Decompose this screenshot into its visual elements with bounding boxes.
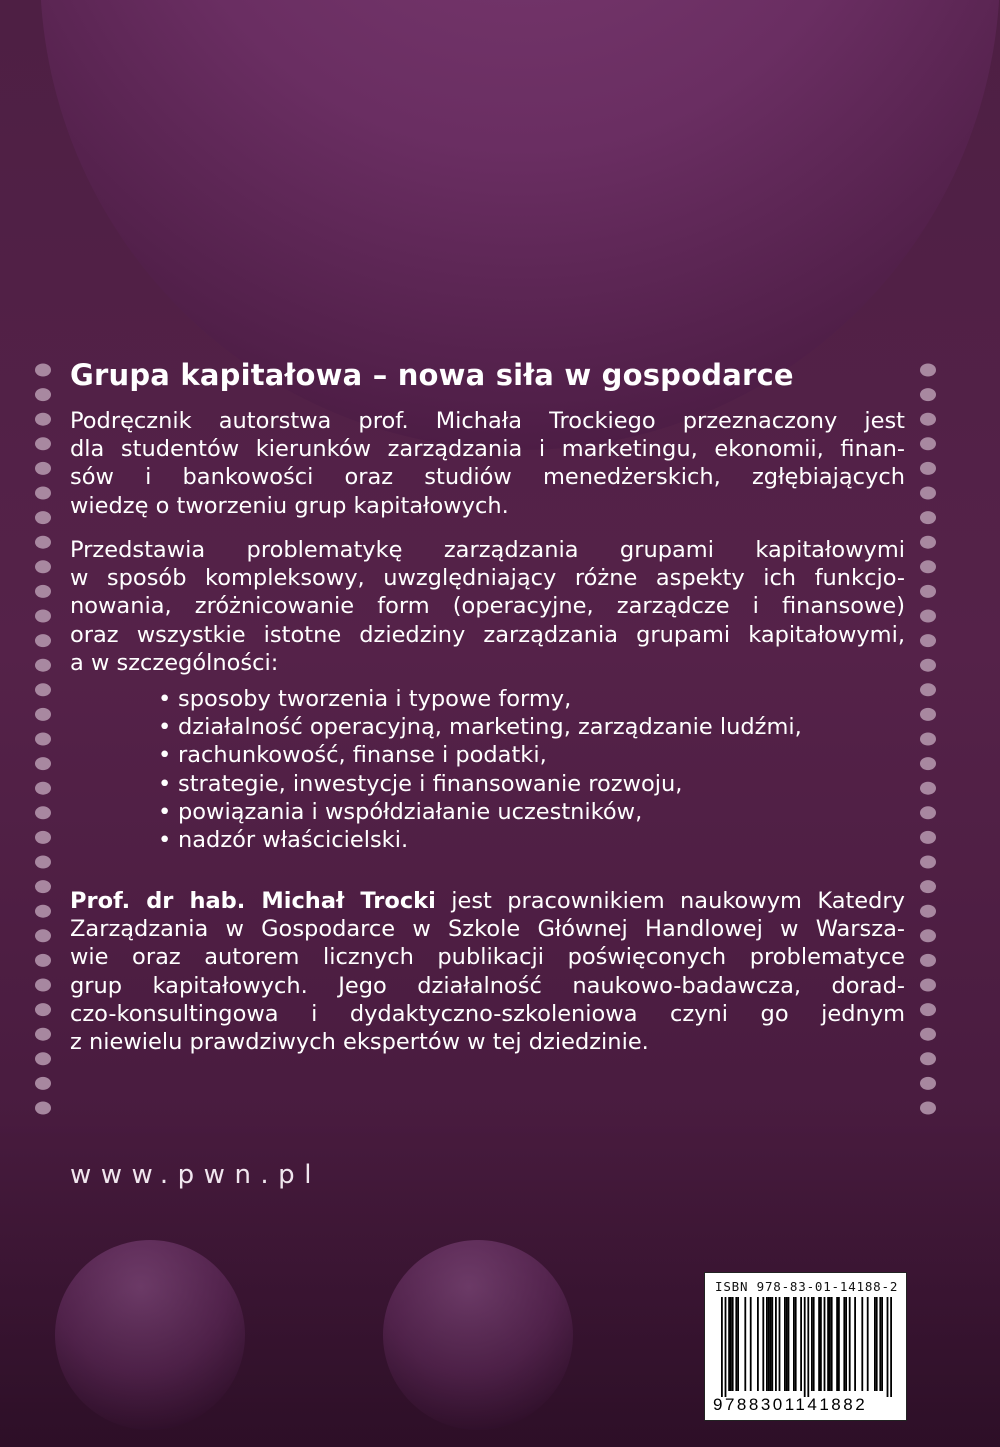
- perforation-dot: [920, 905, 936, 918]
- perforation-dot: [35, 708, 51, 721]
- list-item: • działalność operacyjną, marketing, zarządzanie ludźmi,: [158, 714, 802, 741]
- perforation-dot: [35, 536, 51, 549]
- perforation-dot: [35, 1003, 51, 1016]
- perforation-dot: [35, 413, 51, 426]
- barcode-bar: [813, 1297, 815, 1391]
- barcode-bar: [845, 1297, 847, 1391]
- barcode-bar: [757, 1297, 759, 1391]
- publisher-website[interactable]: www.pwn.pl: [70, 1160, 321, 1190]
- barcode-bar: [831, 1297, 833, 1391]
- perforation-dot: [920, 437, 936, 450]
- text-line: Prof. dr hab. Michał Trocki jest pracownikiem naukowym Katedry: [70, 888, 905, 914]
- perforation-dot: [35, 1052, 51, 1065]
- barcode-bar: [838, 1297, 840, 1391]
- perforation-dot: [35, 634, 51, 647]
- perforation-dot: [35, 659, 51, 672]
- perforation-dot: [920, 585, 936, 598]
- perforation-dot: [35, 856, 51, 869]
- author-bio: [70, 887, 905, 1056]
- perforation-dot: [35, 610, 51, 623]
- barcode-bar: [818, 1297, 820, 1391]
- barcode-bar: [725, 1297, 727, 1397]
- barcode-bar: [829, 1297, 831, 1391]
- perforation-dot: [920, 782, 936, 795]
- perforation-dot: [920, 610, 936, 623]
- perforation-dot: [35, 782, 51, 795]
- perforation-dot: [35, 880, 51, 893]
- barcode-bar: [887, 1297, 889, 1397]
- intro-paragraph: [70, 407, 905, 520]
- barcode-bar: [779, 1297, 781, 1391]
- barcode-bar: [874, 1297, 876, 1391]
- perforation-dot: [35, 905, 51, 918]
- barcode-bar: [820, 1297, 822, 1391]
- barcode-bar: [786, 1297, 788, 1391]
- perforation-dot: [35, 1028, 51, 1041]
- perforation-dot: [35, 487, 51, 500]
- perforation-dot: [920, 634, 936, 647]
- perforation-dot: [35, 560, 51, 573]
- barcode-bar: [800, 1297, 802, 1391]
- bullet-icon: •: [158, 827, 172, 854]
- perforation-dot: [35, 437, 51, 450]
- barcode-bar: [879, 1297, 881, 1391]
- list-item: • nadzór właścicielski.: [158, 827, 409, 854]
- text-line: w sposób kompleksowy, uwzględniający różne aspekty ich funkcjo-: [70, 565, 905, 592]
- barcode-bar: [744, 1297, 746, 1391]
- perforation-dot: [920, 536, 936, 549]
- perforation-dot: [920, 880, 936, 893]
- barcode-bar: [728, 1297, 730, 1391]
- bullet-icon: •: [158, 798, 172, 825]
- perforation-dot: [35, 364, 51, 377]
- list-item: • rachunkowość, finanse i podatki,: [158, 742, 547, 769]
- perforation-dot: [920, 560, 936, 573]
- perforation-dot: [35, 585, 51, 598]
- perforation-dot: [35, 757, 51, 770]
- barcode-bar: [824, 1297, 826, 1391]
- perforation-dot: [920, 1077, 936, 1090]
- text-line: nowania, zróżnicowanie form (operacyjne, zarządcze i finansowe): [70, 593, 905, 620]
- author-name: Prof. dr hab. Michał Trocki: [70, 888, 436, 914]
- text-line: oraz wszystkie istotne dziedziny zarządzania grupami kapitałowymi,: [70, 621, 905, 648]
- text-line: grup kapitałowych. Jego działalność naukowo-badawcza, dorad-: [70, 972, 905, 999]
- perforation-dot: [920, 511, 936, 524]
- perforation-dot: [35, 683, 51, 696]
- text-line: dla studentów kierunków zarządzania i marketingu, ekonomii, finan-: [70, 436, 905, 463]
- perforation-dot: [920, 1102, 936, 1115]
- barcode-bar: [750, 1297, 752, 1391]
- barcode-bar: [737, 1297, 739, 1391]
- bullet-icon: •: [158, 714, 172, 741]
- perforation-dot: [35, 462, 51, 475]
- barcode-bar: [735, 1297, 737, 1391]
- perforation-dot: [35, 511, 51, 524]
- barcode-bar: [861, 1297, 863, 1391]
- perforation-dot: [920, 831, 936, 844]
- bullet-icon: •: [158, 742, 172, 769]
- perforation-dot: [35, 733, 51, 746]
- isbn-barcode: [704, 1272, 907, 1421]
- scope-paragraph: [70, 536, 905, 677]
- perforation-dot: [920, 733, 936, 746]
- perforation-dot: [35, 831, 51, 844]
- perforation-dot: [920, 856, 936, 869]
- barcode-bar: [788, 1297, 790, 1391]
- barcode-bar: [730, 1297, 732, 1391]
- perforation-dot: [920, 487, 936, 500]
- text-line: wiedzę o tworzeniu grup kapitałowych.: [70, 492, 509, 519]
- list-item: • powiązania i współdziałanie uczestników,: [158, 798, 643, 825]
- text-line: Przedstawia problematykę zarządzania grupami kapitałowymi: [70, 537, 905, 563]
- barcode-bar: [836, 1297, 838, 1391]
- perforation-dot: [920, 929, 936, 942]
- text-line: a w szczególności:: [70, 649, 279, 676]
- perforation-dot: [35, 929, 51, 942]
- bullet-icon: •: [158, 770, 172, 797]
- perforation-dot: [35, 954, 51, 967]
- barcode-bar: [843, 1297, 845, 1391]
- perforation-dot: [920, 659, 936, 672]
- text-line: Zarządzania w Gospodarce w Szkole Głównej Handlowej w Warsza-: [70, 916, 905, 943]
- perforation-dot: [920, 954, 936, 967]
- barcode-bar: [876, 1297, 878, 1391]
- text-line: czo-konsultingowa i dydaktyczno-szkoleniowa czyni go jednym: [70, 1000, 905, 1027]
- book-title: Grupa kapitałowa – nowa siła w gospodarce: [70, 358, 794, 392]
- perforation-dot: [920, 413, 936, 426]
- barcode-bar: [807, 1297, 809, 1397]
- barcode-bar: [804, 1297, 806, 1397]
- topics-list: [158, 685, 802, 854]
- perforation-dot: [920, 1028, 936, 1041]
- perforation-dot: [920, 708, 936, 721]
- text-line: sów i bankowości oraz studiów menedżerskich, zgłębiających: [70, 464, 905, 491]
- perforation-dot: [920, 757, 936, 770]
- bullet-icon: •: [158, 686, 172, 712]
- barcode-bar: [775, 1297, 777, 1391]
- barcode-bar: [854, 1297, 856, 1391]
- text-line: Podręcznik autorstwa prof. Michała Trockiego przeznaczony jest: [70, 408, 905, 434]
- perforation-dot: [35, 1102, 51, 1115]
- barcode-bar: [732, 1297, 734, 1391]
- perforation-dot: [920, 806, 936, 819]
- barcode-bar: [827, 1297, 829, 1391]
- barcode-bar: [881, 1297, 883, 1391]
- perforation-dot: [35, 388, 51, 401]
- barcode-bar: [849, 1297, 851, 1391]
- list-item: • strategie, inwestycje i finansowanie rozwoju,: [158, 770, 683, 797]
- barcode-bar: [721, 1297, 723, 1397]
- perforation-dot: [920, 683, 936, 696]
- perforation-dot: [920, 979, 936, 992]
- ean-digits: 9788301141882: [713, 1395, 868, 1414]
- perforation-dot: [920, 1003, 936, 1016]
- barcode-bar: [766, 1297, 768, 1391]
- text-line: wie oraz autorem licznych publikacji poświęconych problematyce: [70, 944, 905, 971]
- list-item: • sposoby tworzenia i typowe formy,: [158, 686, 572, 712]
- barcode-bar: [811, 1297, 813, 1391]
- barcode-bar: [867, 1297, 869, 1391]
- barcode-bar: [795, 1297, 797, 1391]
- barcode-bar: [770, 1297, 772, 1391]
- barcode-bar: [762, 1297, 764, 1391]
- text-line: z niewielu prawdziwych ekspertów w tej dziedzinie.: [70, 1029, 649, 1056]
- barcode-bar: [890, 1297, 892, 1397]
- perforation-dot: [35, 806, 51, 819]
- barcode-bar: [784, 1297, 786, 1391]
- barcode-bar: [768, 1297, 770, 1391]
- isbn-label: ISBN 978-83-01-14188-2: [715, 1279, 899, 1294]
- perforation-dot: [35, 1077, 51, 1090]
- barcode-bar: [771, 1297, 773, 1391]
- perforation-dot: [920, 462, 936, 475]
- perforation-dot: [35, 979, 51, 992]
- perforation-dot: [920, 1052, 936, 1065]
- barcode-bar: [793, 1297, 795, 1391]
